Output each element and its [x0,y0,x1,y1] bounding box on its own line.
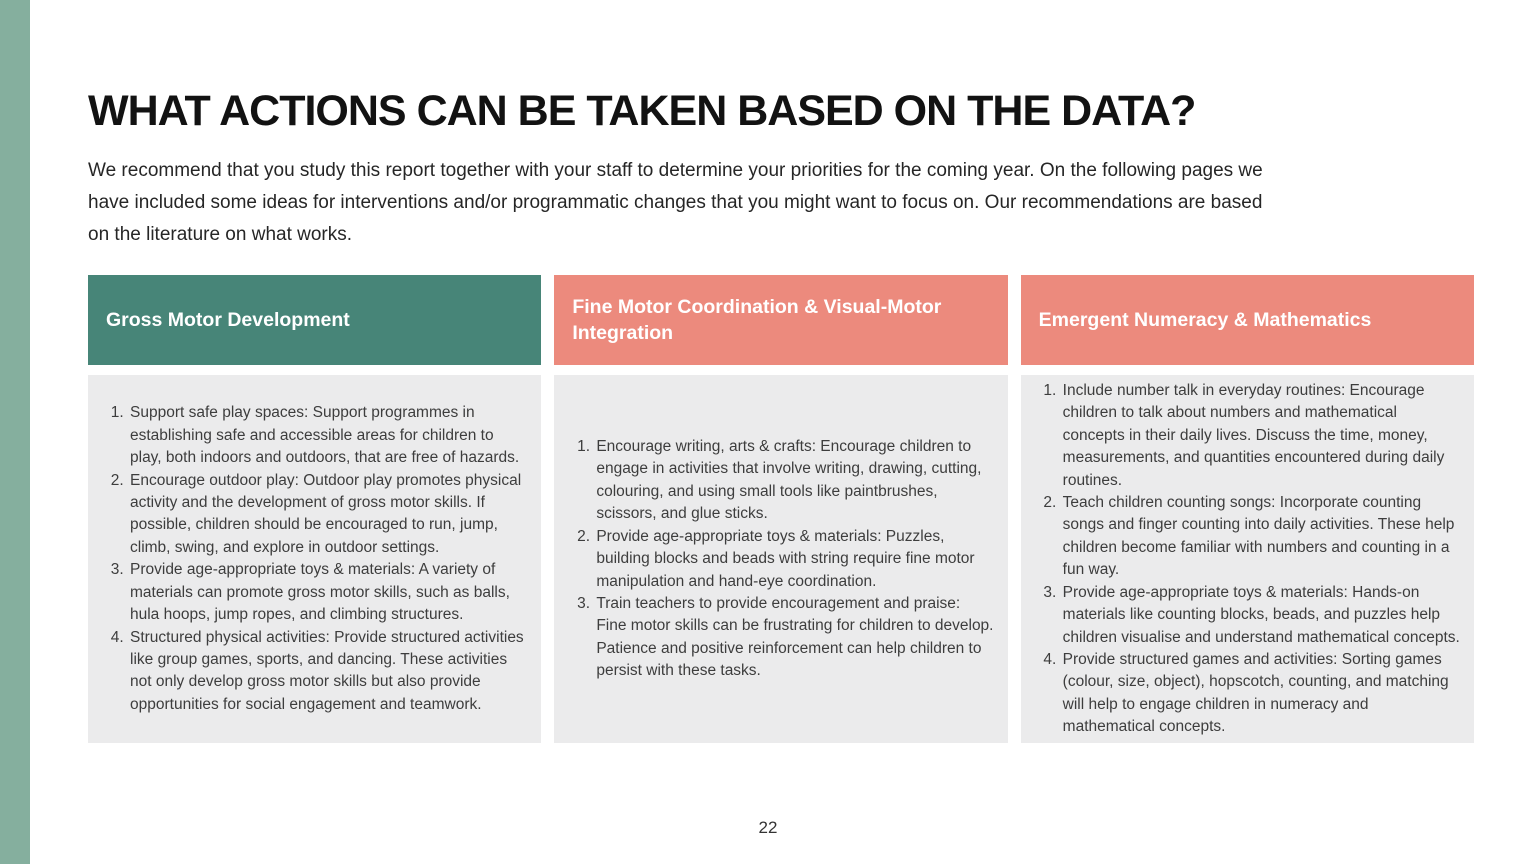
list-item: 4. Structured physical activities: Provide structured activities like group games, sports, and dancing. These activities not only develop gross motor skills but also provide opportunities for social engagement and teamwork. [128,627,527,717]
column-header-gross-motor: Gross Motor Development [88,275,541,365]
list-item: 1. Support safe play spaces: Support programmes in establishing safe and accessible areas for children to play, both indoors and outdoors, that are free of hazards. [128,402,527,469]
list-item: 4. Provide structured games and activities: Sorting games (colour, size, object), hopscotch, counting, and matching will help to engage children in numeracy and mathematical concepts. [1061,649,1460,739]
recommendation-list [1037,380,1460,739]
column-card-numeracy [1021,375,1474,743]
column-header-fine-motor: Fine Motor Coordination & Visual-Motor Integration [554,275,1007,365]
intro-paragraph: We recommend that you study this report together with your staff to determine your priorities for the coming year. On the following pages we have included some ideas for interventions and/or programmatic changes that you might want to focus on. Our recommendations are based on the literature on what works. [88,160,1263,246]
column-card-fine-motor [554,375,1007,743]
recommendation-columns [88,275,1474,743]
recommendation-list [570,436,993,682]
column-fine-motor [554,275,1007,743]
column-numeracy [1021,275,1474,743]
list-item: 1. Include number talk in everyday routines: Encourage children to talk about numbers and mathematical concepts in their daily lives. Discuss the time, money, measurements, and quantities encountered during daily routines. [1061,380,1460,492]
list-item: 2. Encourage outdoor play: Outdoor play promotes physical activity and the development of gross motor skills. If possible, children should be encouraged to run, jump, climb, swing, and explore in outdoor settings. [128,470,527,560]
column-gross-motor [88,275,541,743]
list-item: 2. Provide age-appropriate toys & materials: Puzzles, building blocks and beads with string require fine motor manipulation and hand-eye coordination. [594,526,993,593]
list-item: 3. Train teachers to provide encouragement and praise: Fine motor skills can be frustrating for children to develop. Patience and positive reinforcement can help children to persist with these tasks. [594,593,993,683]
column-card-gross-motor [88,375,541,743]
report-page [88,0,1474,743]
list-item: 3. Provide age-appropriate toys & materials: A variety of materials can promote gross motor skills, such as balls, hula hoops, jump ropes, and climbing structures. [128,559,527,626]
list-item: 3. Provide age-appropriate toys & materials: Hands-on materials like counting blocks, beads, and puzzles help children visualise and understand mathematical concepts. [1061,582,1460,649]
column-header-numeracy: Emergent Numeracy & Mathematics [1021,275,1474,365]
page-title: WHAT ACTIONS CAN BE TAKEN BASED ON THE DATA? [88,87,1196,135]
page-number: 22 [758,818,778,837]
recommendation-list [104,402,527,716]
left-accent-bar [0,0,30,864]
list-item: 2. Teach children counting songs: Incorporate counting songs and finger counting into daily activities. These help children become familiar with numbers and counting in a fun way. [1061,492,1460,582]
list-item: 1. Encourage writing, arts & crafts: Encourage children to engage in activities that involve writing, drawing, cutting, colouring, and using small tools like paintbrushes, scissors, and glue sticks. [594,436,993,526]
